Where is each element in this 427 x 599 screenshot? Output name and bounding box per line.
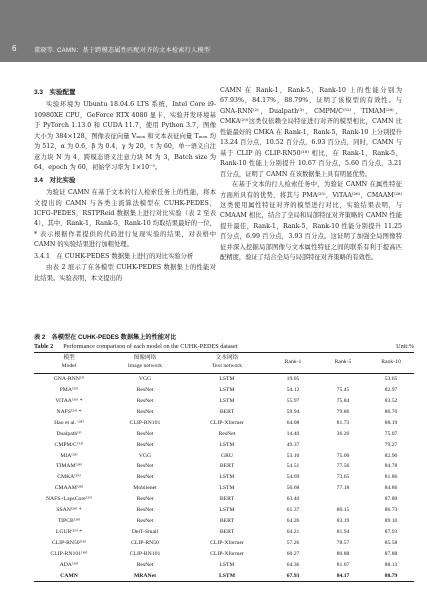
cell-text-network: BERT bbox=[219, 518, 235, 525]
table-header-row bbox=[34, 353, 414, 374]
cell-rank5 bbox=[318, 374, 368, 385]
paragraph-attribute-comparison: 在基于文本的行人检索任务中，为验证 CAMN 在属性特征方面所具有的优势，将其与 PMA⁽²⁵⁾，ViTAA⁽²⁶⁾，CMAAM⁽²⁸⁾这类使用属性特征对齐的模型进行对比，实验结果表明，与 CMAAM 相比，结合了全局和局部特征对齐策略的 CAMN 性能提升最佳，Rank-1，Rank-5，Rank-10 性能分别提升 11.25 百分点，6.99 百分点，3.93 百分点。这证明了加强全局图像特征并深入挖掘局部图像与文本属性特征之间的联系有利于提高匹配精度，验证了结合全局与局部特征对齐策略的有效性。 bbox=[220, 181, 402, 262]
cell-model: PMA⁽²⁵⁾ bbox=[59, 386, 79, 393]
table-row bbox=[34, 549, 414, 560]
cell-rank1: 14.40 bbox=[286, 430, 300, 437]
cell-model: CAMN bbox=[34, 570, 104, 581]
table-row bbox=[34, 428, 414, 439]
cell-rank10: 82.97 bbox=[384, 386, 398, 393]
cell-rank10: 88.19 bbox=[384, 419, 398, 426]
cell-rank1: 49.37 bbox=[286, 441, 300, 448]
table-row bbox=[34, 439, 414, 450]
table-row bbox=[34, 483, 414, 494]
table-unit: Unit:% bbox=[396, 343, 414, 350]
table-title-en bbox=[34, 343, 414, 350]
cell-rank5 bbox=[318, 439, 368, 450]
cell-image-network: VGG bbox=[138, 452, 152, 459]
cell-model: CMKA⁽²⁹⁾ bbox=[57, 474, 81, 481]
cell-rank10: 88.79 bbox=[368, 570, 414, 581]
cell-rank5: 77.56 bbox=[336, 463, 350, 470]
table-row bbox=[34, 374, 414, 385]
cell-rank1: 56.68 bbox=[286, 485, 300, 492]
cell-rank5: 81.67 bbox=[336, 561, 350, 568]
table-row bbox=[34, 538, 414, 549]
cell-rank10: 87.88 bbox=[384, 550, 398, 557]
cell-image-network: VGG bbox=[138, 376, 152, 383]
cell-rank1: 54.51 bbox=[286, 463, 300, 470]
cell-text-network: BERT bbox=[219, 408, 235, 415]
cell-text-network: BERT bbox=[219, 529, 235, 536]
cell-rank10: 84.78 bbox=[384, 463, 398, 470]
cell-image-network: ResNet bbox=[136, 496, 154, 503]
cell-model: CMAAM⁽²⁸⁾ bbox=[54, 485, 84, 492]
cell-rank10: 79.27 bbox=[384, 441, 398, 448]
table-body bbox=[34, 374, 414, 582]
running-title: 董晓等. CAMN：基于跨模态属性匹配对齐的文本检索行人模型 bbox=[34, 47, 211, 54]
header-text-network: 文本网络 Text network bbox=[186, 353, 268, 374]
table-caption-en: Performance comparison of each model on the CUHK-PEDES dataset bbox=[63, 343, 238, 350]
header-rank10: Rank-10 bbox=[368, 353, 414, 374]
table-row bbox=[34, 494, 414, 505]
cell-rank5: 80.88 bbox=[336, 550, 350, 557]
cell-model: ADA⁽²⁹⁾ bbox=[59, 561, 79, 568]
cell-model: TIPCB⁽²⁸⁾ bbox=[57, 518, 81, 525]
cell-rank10: 88.13 bbox=[384, 561, 398, 568]
paragraph-experiment-setup: 实验环境为 Ubuntu 18.04.6 LTS 系统，Intel Core i9-10980XE CPU，GeForce RTX 4080 显卡，实验开发环境基于 PyTorch 1.13.0 和 CUDA 11.7，使用 Python 3.7，图像大小为 384×128，图像表征向量 Vₘₒₓ 和文本表征向量 Tₘₒₓ 均为 512，α 为 0.6，β 为 0.4，γ 为 20，τ 为 60，单一语义自注意力块 N 为 4，跨模态语义注意力块 M 为 3，Batch size 为 64，epoch 为 60，初始学习率为 1×10⁻⁵。 bbox=[34, 101, 216, 172]
cell-rank5: 77.18 bbox=[336, 485, 350, 492]
cell-rank10: 87.80 bbox=[384, 496, 398, 503]
cell-rank5: 81.73 bbox=[336, 419, 350, 426]
cell-image-network: CLIP-RN101 bbox=[129, 550, 161, 557]
cell-rank1: 64.36 bbox=[286, 561, 300, 568]
cell-rank5: 75.45 bbox=[336, 386, 350, 393]
cell-rank1: 63.40 bbox=[286, 496, 300, 503]
table-row bbox=[34, 472, 414, 483]
section-3-3-heading: 3.3 实验配置 bbox=[34, 89, 76, 96]
cell-image-network: ResNet bbox=[136, 474, 154, 481]
cell-model: TIMAM⁽²⁸⁾ bbox=[55, 463, 83, 470]
cell-text-network: GRU bbox=[220, 452, 233, 459]
cell-rank1: 54.12 bbox=[286, 386, 300, 393]
cell-model: CLIP-RN101⁽¹⁸⁾ bbox=[50, 550, 88, 557]
results-table bbox=[34, 352, 414, 582]
subsection-3-4-1-heading: 3.4.1 在 CUHK-PEDES 数据集上进行的对比实验分析 bbox=[34, 252, 194, 260]
cell-rank10: 75.07 bbox=[384, 430, 398, 437]
cell-rank5: 73.65 bbox=[336, 474, 350, 481]
cell-rank1: 53.10 bbox=[286, 452, 300, 459]
cell-text-network: BERT bbox=[219, 496, 235, 503]
header-bar bbox=[0, 0, 427, 62]
table-row bbox=[34, 406, 414, 417]
cell-rank5: 78.57 bbox=[336, 540, 350, 547]
cell-rank5: 81.94 bbox=[336, 529, 350, 536]
cell-image-network: ResNet bbox=[136, 518, 154, 525]
cell-text-network: LSTM bbox=[219, 441, 235, 448]
table-row bbox=[34, 384, 414, 395]
cell-rank10: 84.86 bbox=[384, 485, 398, 492]
cell-model: ViTAA⁽²⁶⁾ * bbox=[55, 397, 83, 404]
cell-model: GNA-RNN⁽²⁾ bbox=[53, 376, 85, 383]
header-rank1: Rank-1 bbox=[268, 353, 318, 374]
cell-model: Han et al. ⁽²⁸⁾ bbox=[54, 419, 84, 426]
cell-rank10: 89.10 bbox=[384, 518, 398, 525]
table-row bbox=[34, 395, 414, 406]
cell-rank10: 86.70 bbox=[384, 408, 398, 415]
section-3-4-heading: 3.4 对比实验 bbox=[34, 176, 76, 184]
cell-rank1: 55.97 bbox=[286, 397, 300, 404]
cell-rank5: 83.19 bbox=[336, 518, 350, 525]
cell-rank1: 67.93 bbox=[268, 570, 318, 581]
cell-text-network: CLIP-Xformer bbox=[210, 419, 244, 426]
cell-rank10: 81.86 bbox=[384, 474, 398, 481]
table-row bbox=[34, 461, 414, 472]
cell-rank5 bbox=[318, 494, 368, 505]
cell-rank1: 57.26 bbox=[286, 540, 300, 547]
cell-rank1: 64.08 bbox=[286, 419, 300, 426]
cell-rank5: 75.00 bbox=[336, 452, 350, 459]
cell-image-network: Mobilenet bbox=[133, 485, 157, 492]
cell-rank1: 64.21 bbox=[286, 529, 300, 536]
cell-rank5: 80.15 bbox=[336, 507, 350, 514]
right-column bbox=[220, 86, 402, 264]
table-row bbox=[34, 450, 414, 461]
cell-model: NAFS⁽²³⁾ * bbox=[56, 408, 82, 415]
table-title-cn: 表 2 各模型在 CUHK-PEDES 数据集上的性能对比 bbox=[34, 334, 177, 341]
cell-image-network: CLIP-RN101 bbox=[129, 419, 161, 426]
cell-rank1: 61.37 bbox=[286, 507, 300, 514]
left-column bbox=[34, 88, 216, 284]
paragraph-comparison-intro: 为验证 CAMN 在基于文本的行人检索任务上的性能，将本文提出的 CAMN 与各类主流算法模型在 CUHK-PEDES，ICFG-PEDES，RSTPReid 数据集上进行对比实验（表 2 至表 4），其中，Rank-1，Rank-5，Rank-10 均取结果最好的一位，* 表示根据作者提供的代码进行复现实验的结果，对表格中 CAMN 的实验结果进行加粗处理。 bbox=[34, 189, 216, 249]
table-row bbox=[34, 417, 414, 428]
cell-rank10: 83.52 bbox=[384, 397, 398, 404]
cell-rank5: 79.86 bbox=[336, 408, 350, 415]
cell-rank10: 53.65 bbox=[384, 376, 398, 383]
cell-text-network: ResNet bbox=[218, 430, 236, 437]
cell-image-network: CLIP-RN50 bbox=[131, 540, 159, 547]
table-label-en: Table 2 bbox=[34, 343, 54, 350]
cell-rank5: 36.26 bbox=[336, 430, 350, 437]
cell-text-network: LSTM bbox=[219, 376, 235, 383]
table-row bbox=[34, 559, 414, 570]
cell-model: LGUR⁽²⁹⁾ * bbox=[55, 529, 83, 536]
cell-rank5: 84.17 bbox=[318, 570, 368, 581]
cell-text-network: LSTM bbox=[219, 397, 235, 404]
cell-image-network: ResNet bbox=[136, 430, 154, 437]
table-row bbox=[34, 505, 414, 516]
cell-image-network: ResNet bbox=[136, 561, 154, 568]
cell-rank1: 59.94 bbox=[286, 408, 300, 415]
cell-rank5: 75.84 bbox=[336, 397, 350, 404]
page-number: 6 bbox=[12, 44, 17, 53]
header-model: 模型 Model bbox=[34, 353, 104, 374]
cell-model: CMPM/C⁽⁵²⁾ bbox=[54, 441, 84, 448]
cell-model: Dualpath⁽³⁾ bbox=[56, 430, 82, 437]
cell-rank10: 85.58 bbox=[384, 540, 398, 547]
table-row bbox=[34, 516, 414, 527]
header-rank5: Rank-5 bbox=[318, 353, 368, 374]
cell-model: NAFS+LapsCore⁽²³⁾ bbox=[45, 496, 93, 503]
cell-image-network: ResNet bbox=[136, 441, 154, 448]
cell-rank1: 64.26 bbox=[286, 518, 300, 525]
cell-model: SSAN⁽²⁸⁾ * bbox=[56, 507, 82, 514]
cell-image-network: ResNet bbox=[136, 463, 154, 470]
table-row bbox=[34, 570, 414, 581]
cell-text-network: BERT bbox=[219, 463, 235, 470]
cell-rank1: 54.69 bbox=[286, 474, 300, 481]
cell-text-network: CLIP-Xformer bbox=[210, 550, 244, 557]
cell-image-network: ResNet bbox=[136, 507, 154, 514]
paragraph-cuhk-analysis: 由表 2 展示了在各模型 CUHK-PEDES 数据集上的性能对比结果。实验表明，本文提出的 bbox=[34, 264, 216, 282]
table-row bbox=[34, 527, 414, 538]
cell-text-network: LSTM bbox=[186, 570, 268, 581]
header-image-network: 图像网络 Image network bbox=[104, 353, 186, 374]
cell-rank10: 86.73 bbox=[384, 507, 398, 514]
cell-image-network: DeiT-Small bbox=[131, 529, 159, 536]
cell-text-network: LSTM bbox=[219, 507, 235, 514]
cell-text-network: LSTM bbox=[219, 561, 235, 568]
cell-rank1: 60.27 bbox=[286, 550, 300, 557]
cell-text-network: CLIP-Xformer bbox=[210, 540, 244, 547]
cell-text-network: LSTM bbox=[219, 485, 235, 492]
cell-rank1: 19.05 bbox=[286, 376, 300, 383]
paragraph-camn-results: CAMN 在 Rank-1，Rank-5，Rank-10 上的性能分别为 67.93%，84.17%，88.79%，证明了该模型的有效性。与 GNA-RNN⁽²⁾，Dualpath⁽³⁾，CMPM/C⁽⁵²⁾，TIMAM⁽²⁸⁾，CMKA⁽²⁹⁾这类仅依赖全局特征进行对齐的模型相比，CAMN 比性能最好的 CMKA 在 Rank-1，Rank-5，Rank-10 上分别提升 13.24 百分点，10.52 百分点，6.93 百分点，同时，CAMN 与基于 CLIP 的 CLIP-RN50⁽¹⁸⁾ 相比，在 Rank-1，Rank-5，Rank-10 性能上分别提升 10.67 百分点，5.60 百分点，3.21 百分点，证明了 CAMN 在该数据集上具有明显优势。 bbox=[220, 87, 402, 178]
cell-rank10: 87.93 bbox=[384, 529, 398, 536]
cell-text-network: LSTM bbox=[219, 386, 235, 393]
cell-image-network: MRANet bbox=[104, 570, 186, 581]
cell-image-network: ResNet bbox=[136, 386, 154, 393]
cell-model: CLIP-RN50⁽¹⁸⁾ bbox=[51, 540, 87, 547]
cell-rank10: 82.90 bbox=[384, 452, 398, 459]
cell-model: MIA⁽³³⁾ bbox=[60, 452, 78, 459]
cell-image-network: ResNet bbox=[136, 408, 154, 415]
cell-image-network: ResNet bbox=[136, 397, 154, 404]
cell-text-network: LSTM bbox=[219, 474, 235, 481]
